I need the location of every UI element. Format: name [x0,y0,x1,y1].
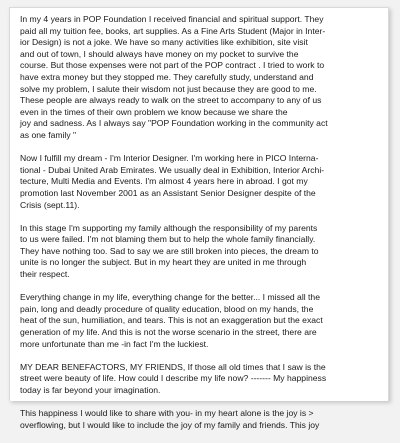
paragraph-dear-benefactors: MY DEAR BENEFACTORS, MY FRIENDS, If those all old times that I saw is the street were beauty of life. How could I describe my life now? ------- My happiness today is far beyond your imagination. [20,361,327,395]
paragraph-interior-designer: Now I fulfill my dream - I'm Interior Designer. I'm working here in PICO Interna- tional - Dubai United Arab Emirates. We usually deal in Exhibition, Interior Archi- tecture, Multi Media and Events. I'm almost 4 years here in abroad. I got my promotion last November 2001 as an Assistant Senior Designer despite of the Crisis (sept.11). [20,153,325,210]
paragraph-everything-change: Everything change in my life, everything change for the better... I missed all the pain, long and deadly procedure of quality education, blood on my hands, the heat of the sun, humiliation, and tears. This is not an exaggeration but the exact generation of my life. And this is not the worse scenario in the street, there are more unfortunate than me -in fact I'm the luckiest. [20,292,323,349]
paragraph-happiness: This happiness I would like to share with you- in my heart alone is the joy is > overflowing, but I would like to include the joy of my family and friends. This joy [20,408,320,430]
paragraph-supporting-family: In this stage I'm supporting my family although the responsibility of my parents to us were failed. I'm not blaming them but to help the whole family financially. They have nothing too. Sad to say we are still broken into pieces, the dream to unite is no longer the subject. But in my heart they are united in me through their respect. [20,222,319,280]
paragraph-pop-support: In my 4 years in POP Foundation I received financial and spiritual support. They paid all my tuition fee, books, art supplies. As a Fine Arts Student (Major in Inter- ior Design) is not a joke. We have so many activities like exhibition, site visit and out of town, I should always have money on my pocket to survive the course. But those expenses were not part of the POP contract . I tried to work to have extra money but they stopped me. They carefully study, understand and solve my problem, I salute their wisdom not just because they are good to me. These people are always ready to walk on the street to accompany to any of us even in the times of their own problem we know because we share the joy and sadness. As I always say "POP Foundation working in the community act as one family " [20,14,328,140]
document-page [9,7,389,430]
document-body [20,14,384,443]
